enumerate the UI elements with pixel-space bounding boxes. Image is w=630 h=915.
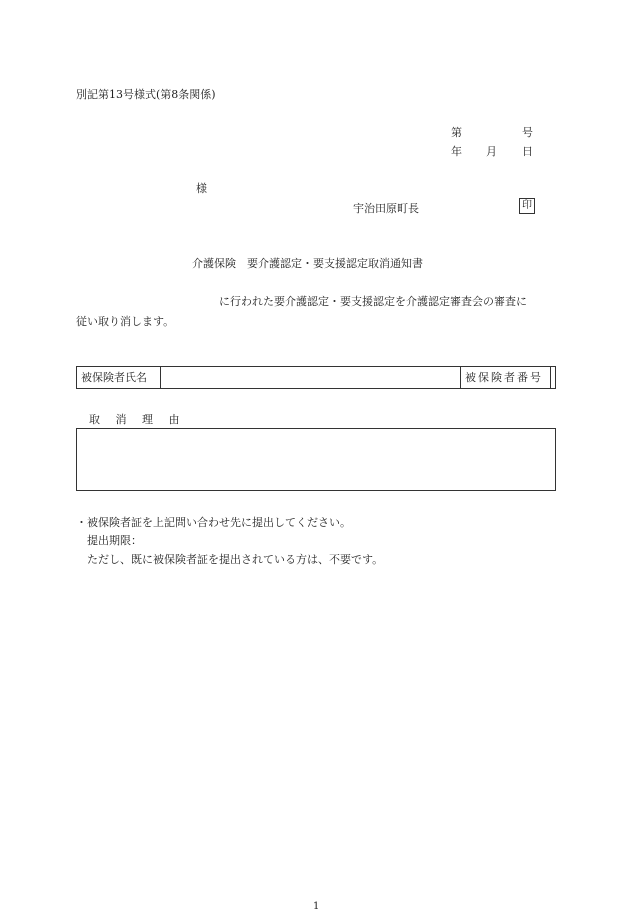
reason-label: 取 消 理 由 (89, 413, 186, 426)
page-number: 1 (313, 901, 320, 912)
insured-number-label: 被保険者番号 (461, 367, 551, 388)
insured-name-label: 被保険者氏名 (77, 367, 161, 388)
document-title: 介護保険 要介護認定・要支援認定取消通知書 (192, 257, 423, 270)
document-number-dai: 第 (451, 126, 462, 139)
note-line-1: ・被保険者証を上記問い合わせ先に提出してください。 (76, 516, 351, 529)
body-line-2: 従い取り消します。 (76, 315, 175, 328)
date-day: 日 (522, 145, 533, 158)
date-year: 年 (451, 145, 462, 158)
date-month: 月 (486, 145, 497, 158)
seal-stamp: 印 (519, 198, 535, 214)
form-number: 別記第13号様式(第8条関係) (76, 88, 216, 101)
issuer-name: 宇治田原町長 (353, 202, 419, 215)
insured-number-value (551, 367, 555, 388)
addressee-sama: 様 (196, 182, 207, 195)
document-number-go: 号 (522, 126, 533, 139)
note-line-3: ただし、既に被保険者証を提出されている方は、不要です。 (87, 553, 384, 566)
note-line-2: 提出期限： (87, 534, 142, 547)
insured-name-value (161, 367, 461, 388)
body-line-1: に行われた要介護認定・要支援認定を介護認定審査会の審査に (219, 295, 527, 308)
reason-box (76, 428, 556, 491)
insured-info-table (76, 366, 556, 389)
